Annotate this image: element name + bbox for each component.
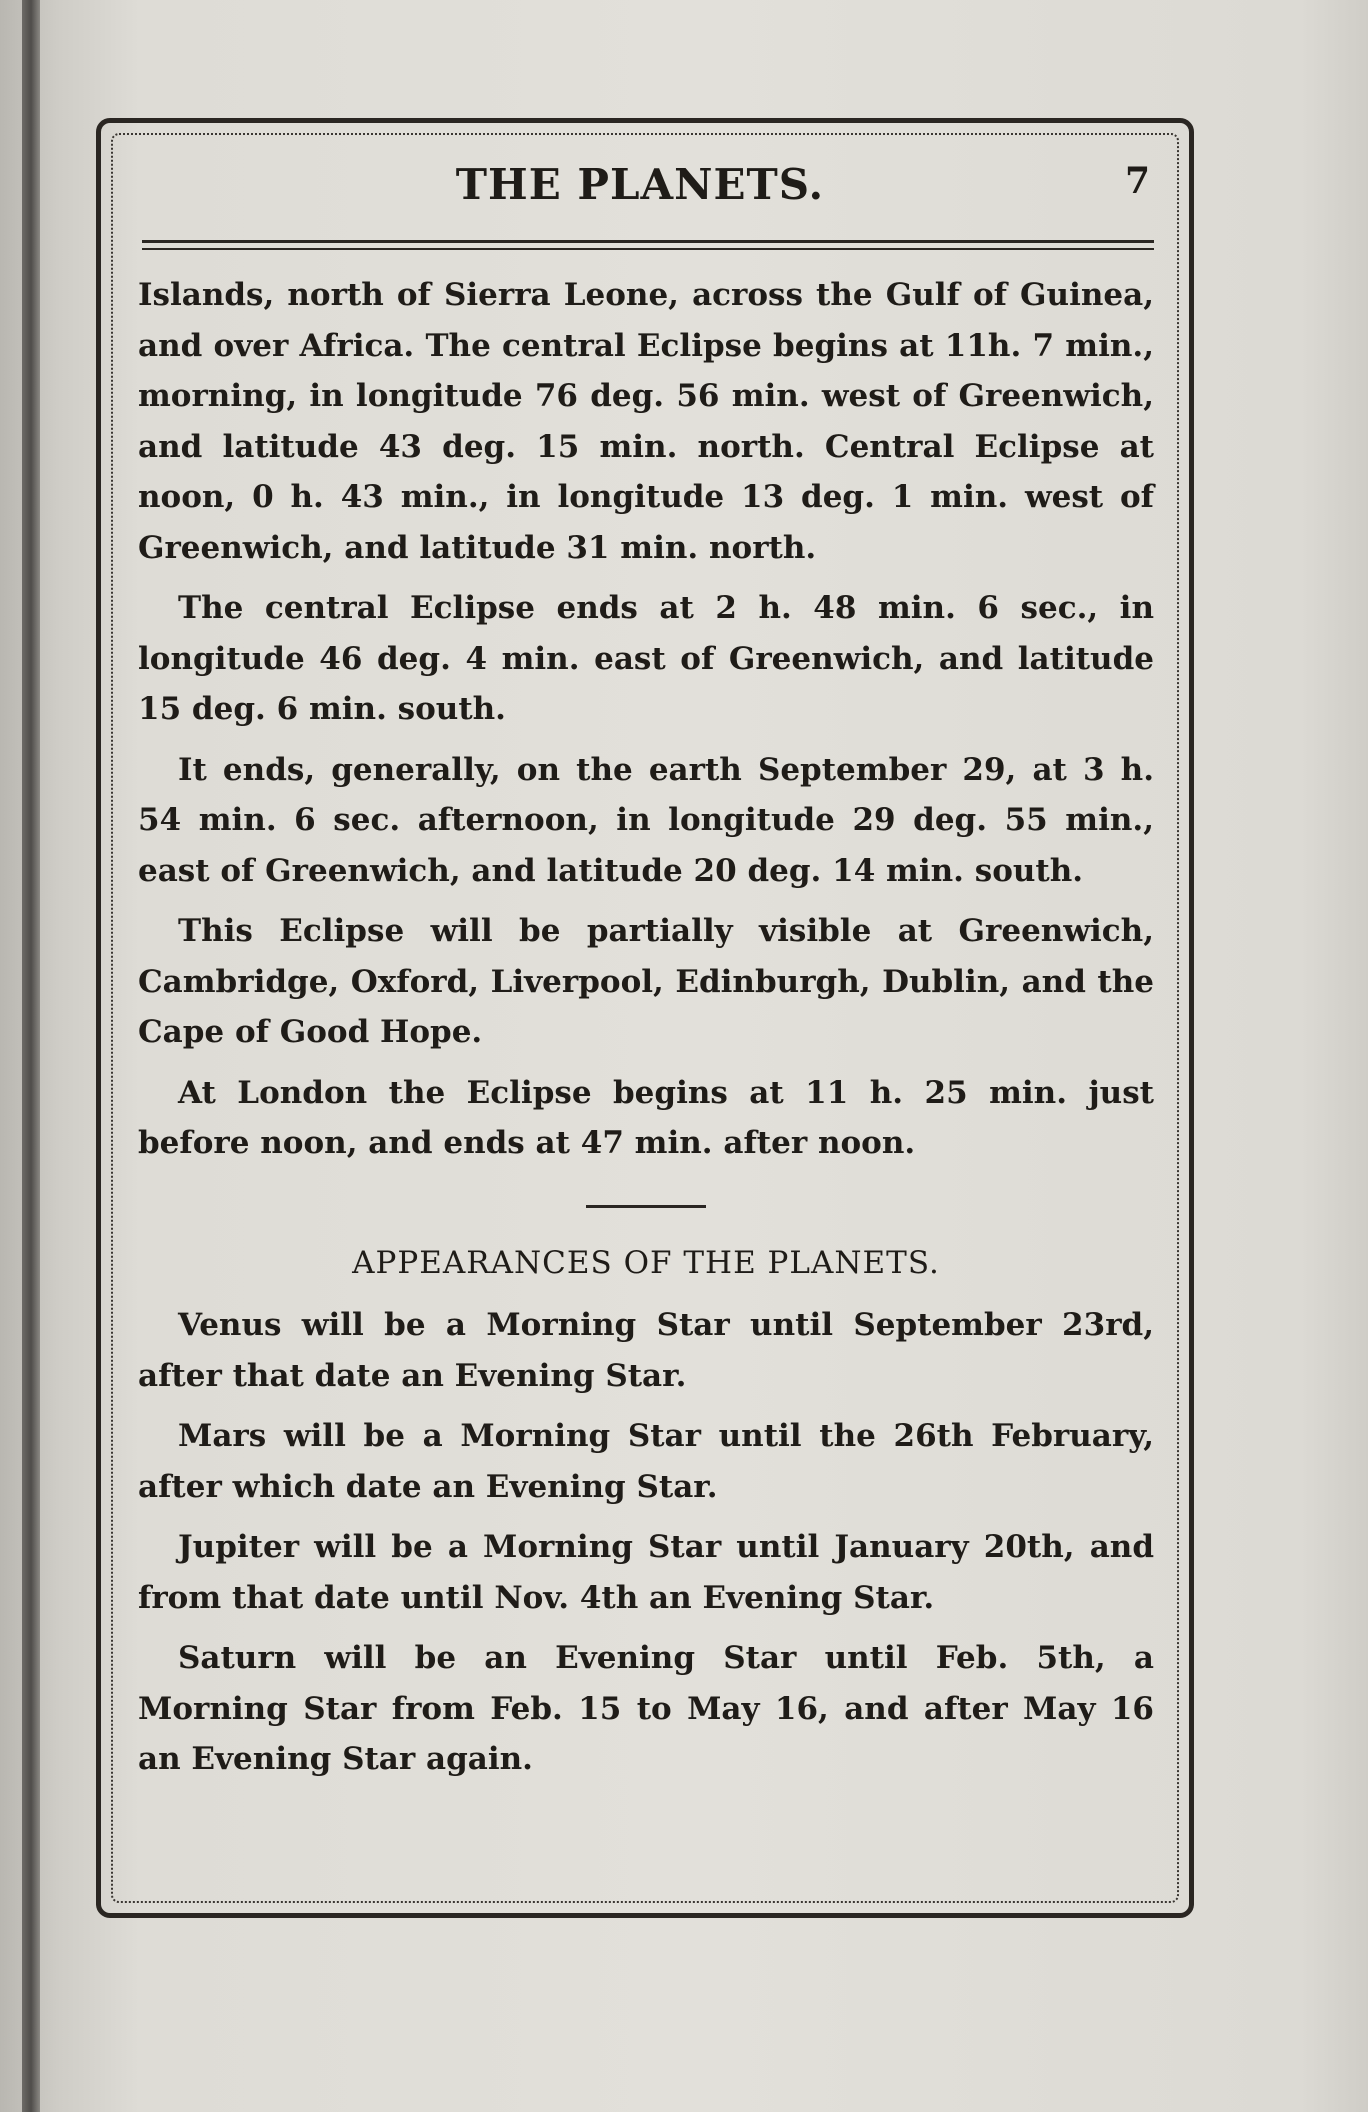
saturn-paragraph: Saturn will be an Evening Star until Feb. 5th, a Morning Star from Feb. 15 to May 16, and after May 16 an Evening Star again. [138,1640,1154,1777]
section-divider [586,1205,706,1208]
mars-paragraph: Mars will be a Morning Star until the 26th February, after which date an Evening Star. [138,1418,1154,1505]
eclipse-paragraph-4: This Eclipse will be partially visible at Greenwich, Cambridge, Oxford, Liverpool, Edinburgh, Dublin, and the Cape of Good Hope. [138,913,1154,1050]
eclipse-paragraph-5: At London the Eclipse begins at 11 h. 25 min. just before noon, and ends at 47 min. after noon. [138,1074,1154,1161]
eclipse-paragraph-3: It ends, generally, on the earth September 29, at 3 h. 54 min. 6 sec. afternoon, in longitude 29 deg. 55 min., east of Greenwich, and latitude 20 deg. 14 min. south. [138,751,1154,889]
eclipse-paragraph-2: The central Eclipse ends at 2 h. 48 min. 6 sec., in longitude 46 deg. 4 min. east of Greenwich, and latitude 15 deg. 6 min. south. [138,590,1154,727]
book-spine-shadow [22,0,40,2112]
venus-paragraph: Venus will be a Morning Star until September 23rd, after that date an Evening Star. [138,1307,1154,1394]
page-title: THE PLANETS. [455,160,825,209]
eclipse-paragraph-1: Islands, north of Sierra Leone, across the Gulf of Guinea, and over Africa. The central Eclipse begins at 11h. 7 min., morning, in longitude 76 deg. 56 min. west of Greenwich, and latitude 43 deg. 15 min. north. Central Eclipse at noon, 0 h. 43 min., in longitude 13 deg. 1 min. west of Greenwich, and latitude 31 min. north. [138,277,1154,566]
page-body [138,270,1154,1795]
page-number: 7 [1124,160,1150,202]
jupiter-paragraph: Jupiter will be a Morning Star until January 20th, and from that date until Nov. 4th an Evening Star. [138,1529,1154,1616]
page-header [130,160,1150,230]
section-heading-appearances: APPEARANCES OF THE PLANETS. [352,1244,940,1281]
header-double-rule [142,240,1154,250]
